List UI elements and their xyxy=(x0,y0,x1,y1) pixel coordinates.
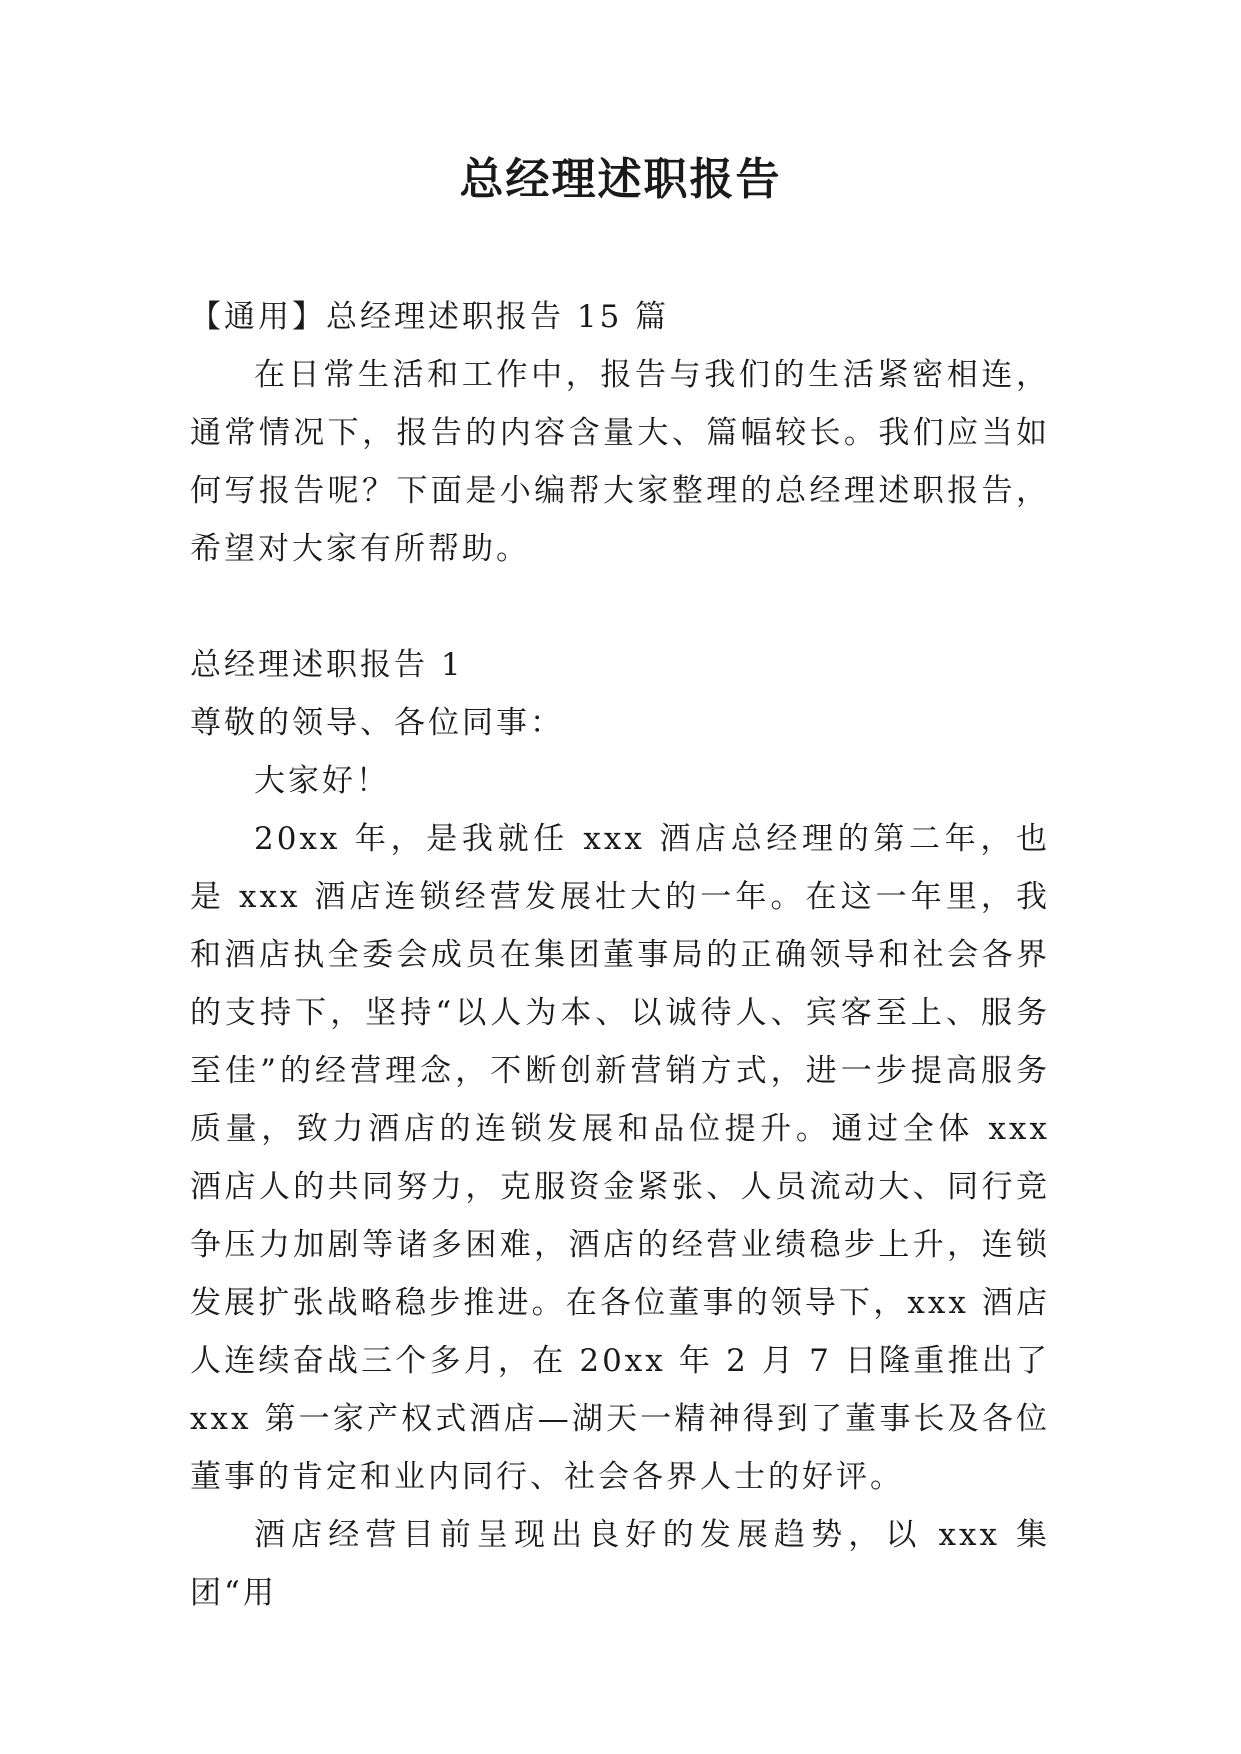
body-paragraph-2: 酒店经营目前呈现出良好的发展趋势，以 xxx 集团“用 xyxy=(190,1517,1050,1611)
document-body xyxy=(190,288,1050,1622)
greeting: 大家好！ xyxy=(254,763,390,799)
document-subtitle: 【通用】总经理述职报告 15 篇 xyxy=(190,299,670,335)
intro-paragraph: 在日常生活和工作中，报告与我们的生活紧密相连，通常情况下，报告的内容含量大、篇幅较长。我们应当如何写报告呢？下面是小编帮大家整理的总经理述职报告，希望对大家有所帮助。 xyxy=(190,357,1050,567)
body-paragraph-1: 20xx 年，是我就任 xxx 酒店总经理的第二年，也是 xxx 酒店连锁经营发展壮大的一年。在这一年里，我和酒店执全委会成员在集团董事局的正确领导和社会各界的支持下，坚持“以人为本、以诚待人、宾客至上、服务至佳”的经营理念，不断创新营销方式，进一步提高服务质量，致力酒店的连锁发展和品位提升。通过全体 xxx 酒店人的共同努力，克服资金紧张、人员流动大、同行竞争压力加剧等诸多困难，酒店的经营业绩稳步上升，连锁发展扩张战略稳步推进。在各位董事的领导下，xxx 酒店人连续奋战三个多月，在 20xx 年 2 月 7 日隆重推出了 xxx 第一家产权式酒店—湖天一精神得到了董事长及各位董事的肯定和业内同行、社会各界人士的好评。 xyxy=(190,821,1050,1495)
document-title: 总经理述职报告 xyxy=(459,154,782,205)
salutation: 尊敬的领导、各位同事： xyxy=(190,705,564,741)
section-heading: 总经理述职报告 1 xyxy=(190,647,464,683)
